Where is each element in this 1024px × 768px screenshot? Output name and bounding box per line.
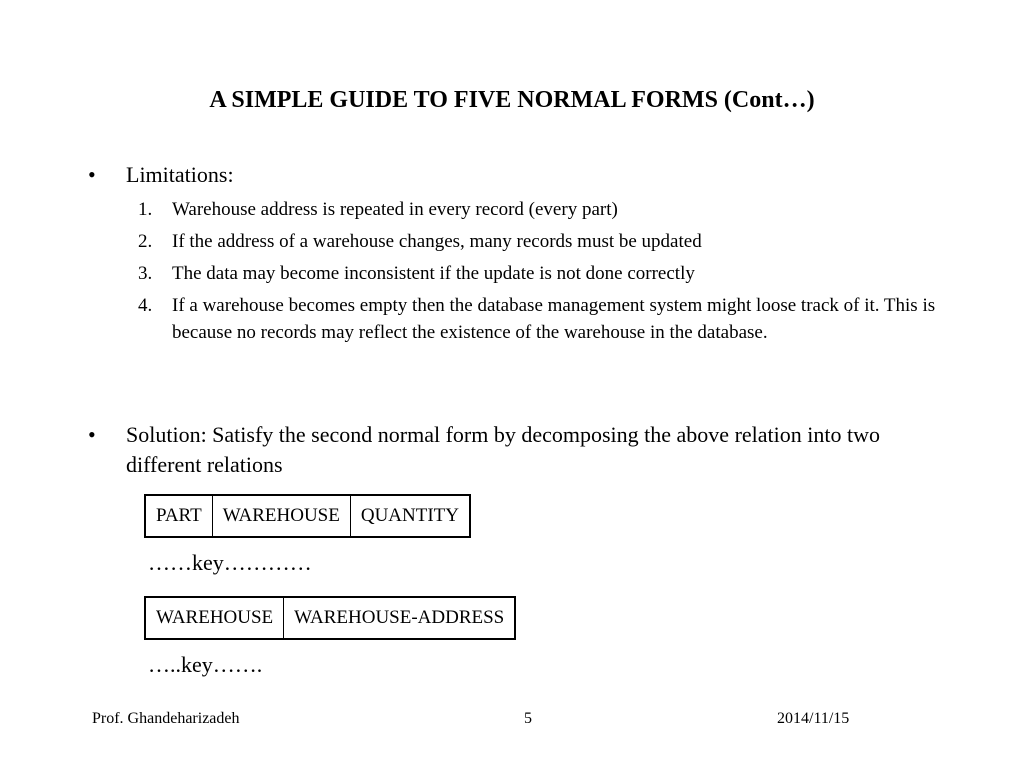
key-annotation: ……key…………: [148, 550, 312, 575]
table-cell: PART: [145, 495, 212, 537]
item-number: 4.: [138, 295, 153, 316]
table-row: [145, 597, 515, 639]
table-row: [145, 495, 470, 537]
key-annotation: …..key…….: [148, 652, 263, 677]
footer-author: Prof. Ghandeharizadeh: [92, 710, 240, 727]
relation-table-part-warehouse-quantity: [144, 494, 471, 538]
item-text: If a warehouse becomes empty then the database management system might loose track of it. This is because no records may reflect the existence of the warehouse in the database.: [172, 295, 936, 343]
bullet-dot: •: [88, 422, 96, 447]
limitation-item: [130, 196, 950, 223]
limitations-heading: Limitations:: [126, 162, 234, 187]
slide-title: A SIMPLE GUIDE TO FIVE NORMAL FORMS (Cont…): [209, 87, 815, 113]
item-text: Warehouse address is repeated in every record (every part): [172, 199, 618, 220]
footer-date: 2014/11/15: [777, 710, 850, 727]
limitations-list: [130, 196, 950, 351]
limitations-bullet: [88, 160, 948, 190]
item-number: 1.: [138, 199, 153, 220]
table-cell: WAREHOUSE-ADDRESS: [284, 597, 516, 639]
table-cell: WAREHOUSE: [212, 495, 350, 537]
item-text: If the address of a warehouse changes, many records must be updated: [172, 231, 702, 252]
table-cell: QUANTITY: [350, 495, 470, 537]
table-cell: WAREHOUSE: [145, 597, 284, 639]
item-number: 3.: [138, 263, 153, 284]
relation-table-warehouse-address: [144, 596, 516, 640]
bullet-dot: •: [88, 162, 96, 187]
item-text: The data may become inconsistent if the update is not done correctly: [172, 263, 695, 284]
limitation-item: [130, 292, 950, 346]
limitation-item: [130, 260, 950, 287]
item-number: 2.: [138, 231, 153, 252]
solution-bullet: [88, 420, 948, 484]
limitation-item: [130, 228, 950, 255]
solution-text: Solution: Satisfy the second normal form by decomposing the above relation into two different relations: [126, 422, 880, 477]
footer-page-number: 5: [524, 710, 532, 727]
